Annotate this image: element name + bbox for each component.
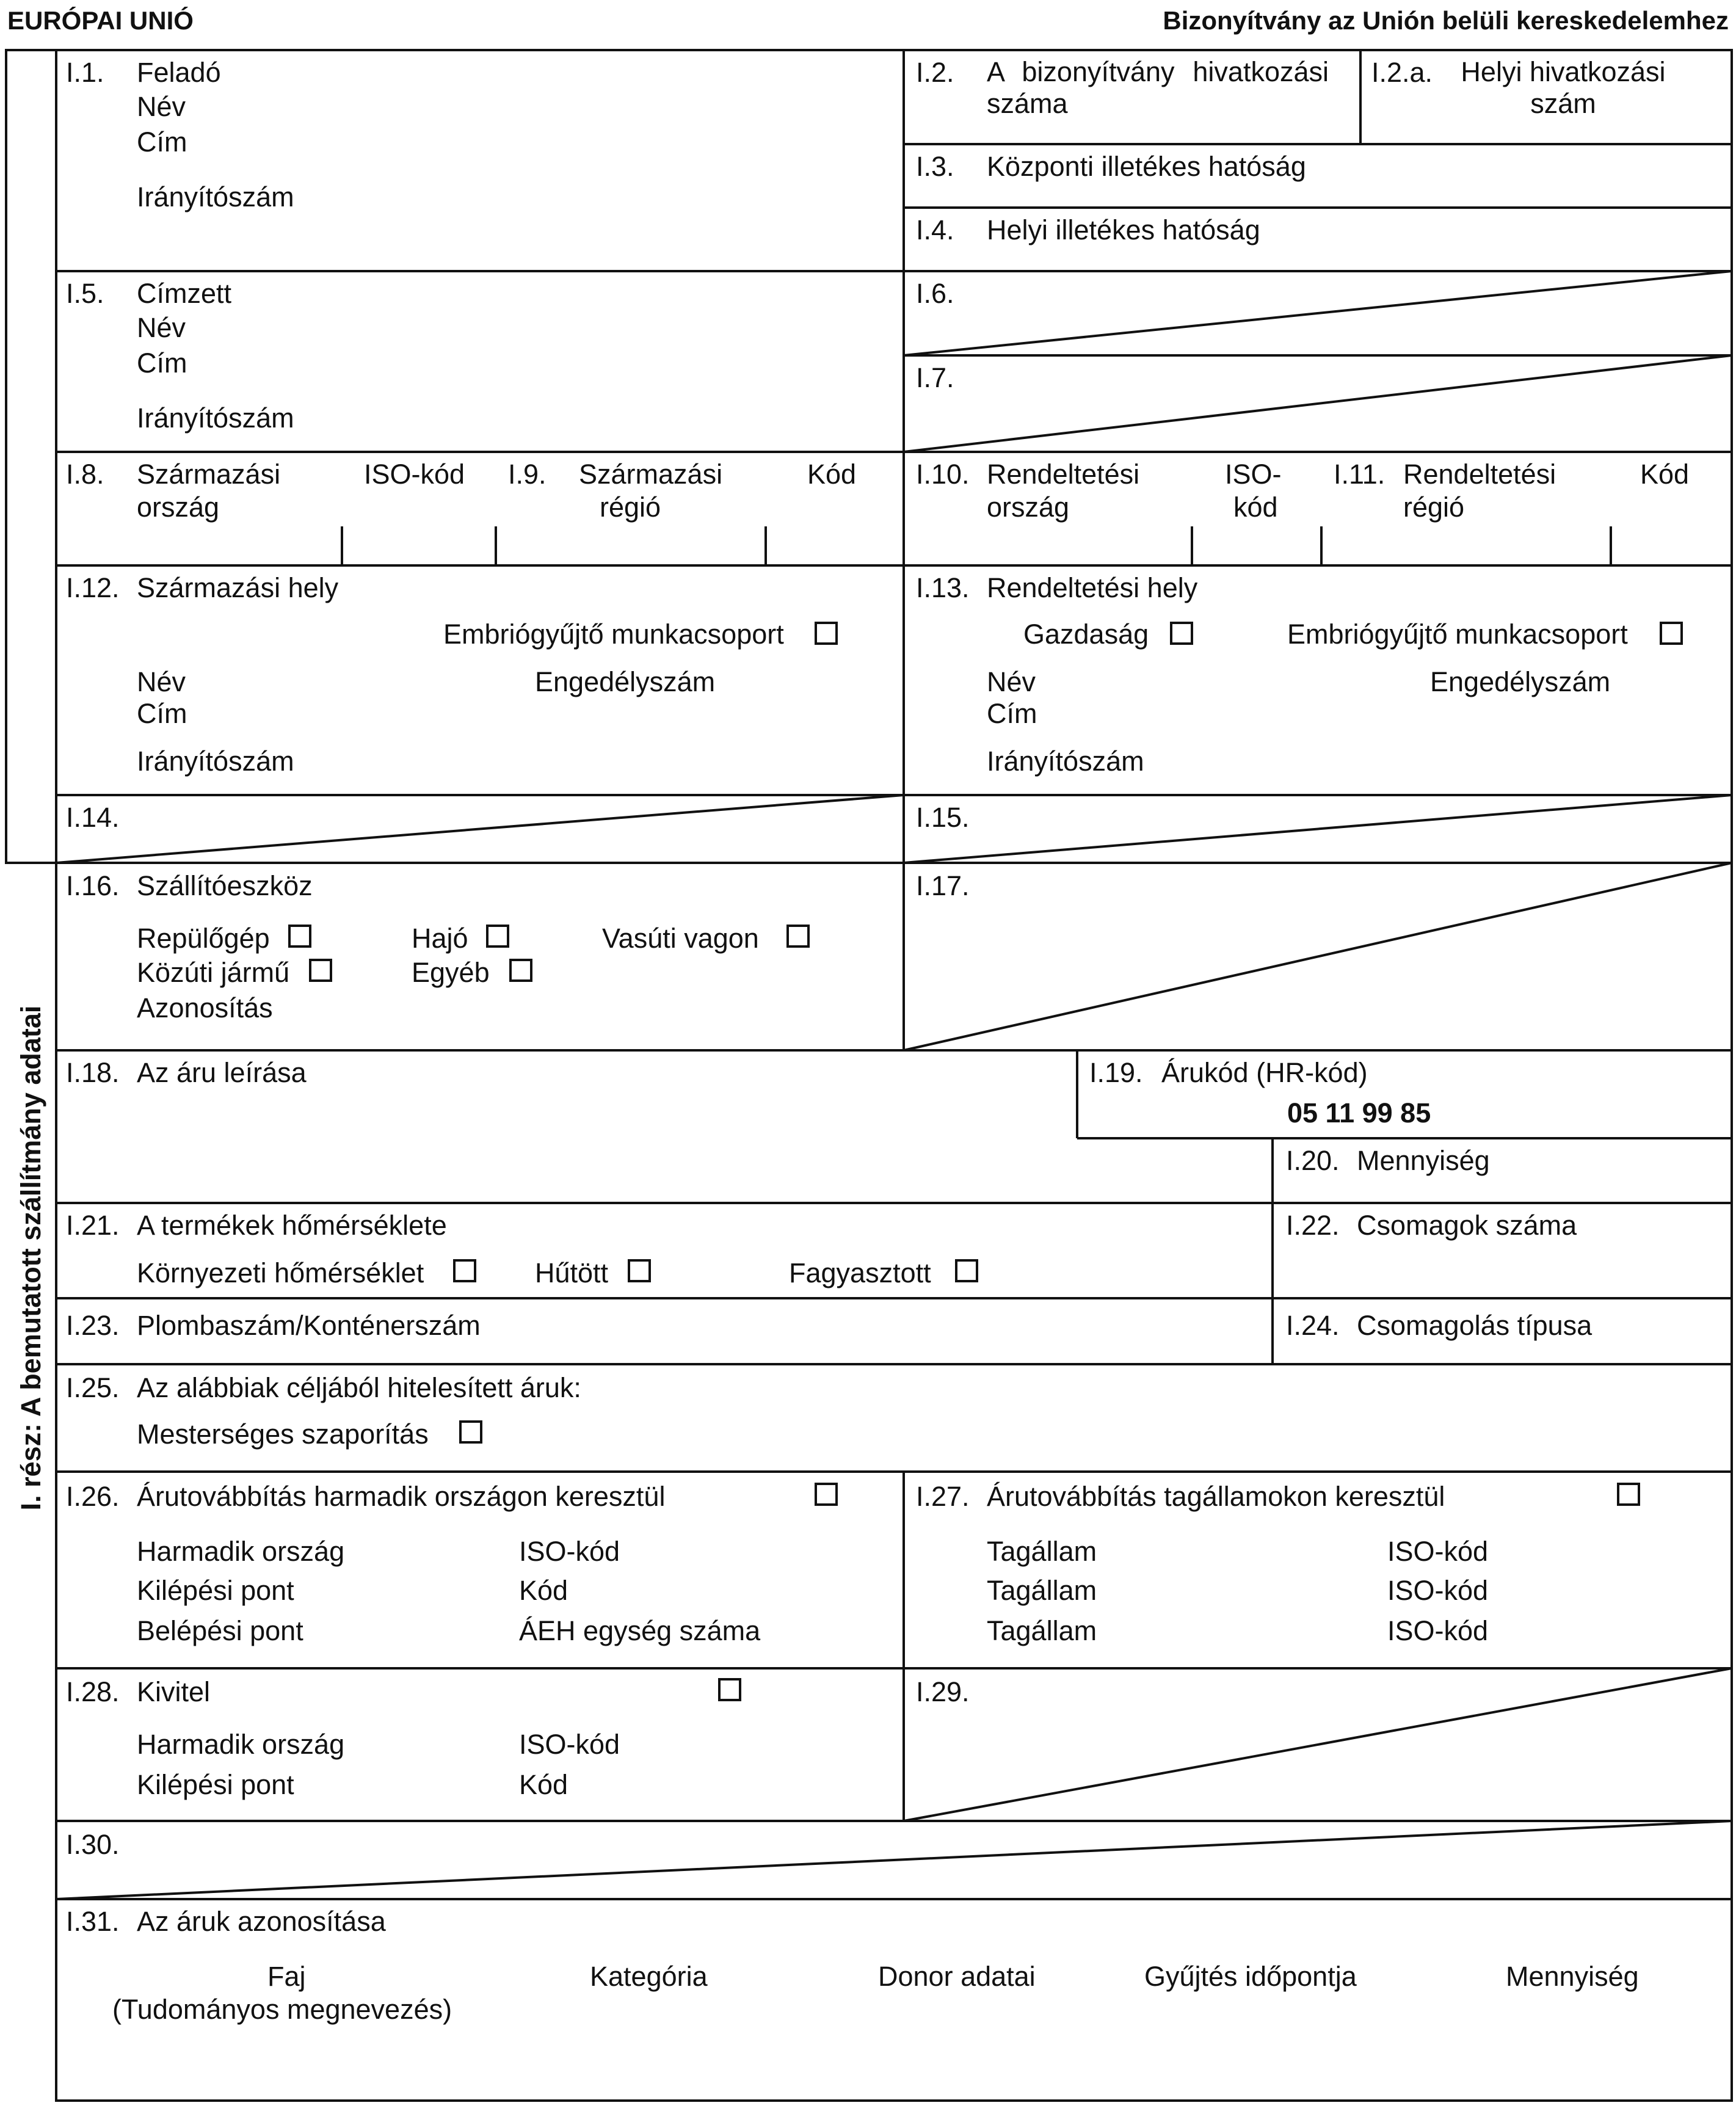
- column-donor-details: Donor adatai: [878, 1961, 1036, 1992]
- origin-embryo-team-checkbox[interactable]: [815, 622, 838, 645]
- destination-country-iso-label-2[interactable]: kód: [1233, 492, 1278, 523]
- ship-checkbox[interactable]: [486, 925, 509, 948]
- field-number-20: I.20.: [1286, 1145, 1340, 1176]
- aeroplane-checkbox[interactable]: [288, 925, 311, 948]
- ambient-checkbox[interactable]: [453, 1259, 476, 1282]
- ship-label: Hajó: [412, 923, 468, 954]
- package-type-label[interactable]: Csomagolás típusa: [1357, 1310, 1593, 1341]
- transit-third-country[interactable]: Harmadik ország: [137, 1536, 345, 1567]
- member-state-transit-label: Árutovábbítás tagállamokon keresztül: [987, 1481, 1445, 1512]
- field-number-29: I.29.: [916, 1676, 970, 1707]
- field-number-9: I.9.: [508, 459, 547, 490]
- field-number-24: I.24.: [1286, 1310, 1340, 1341]
- field-number-2a: I.2.a.: [1371, 57, 1433, 88]
- transit-member-state-1[interactable]: Tagállam: [987, 1536, 1097, 1567]
- destination-country-label-1[interactable]: Rendeltetési: [987, 459, 1140, 490]
- transit-bip-number[interactable]: ÁEH egység száma: [519, 1615, 761, 1646]
- packages-count-label[interactable]: Csomagok száma: [1357, 1210, 1577, 1241]
- transit-member-state-iso-1[interactable]: ISO-kód: [1387, 1536, 1489, 1567]
- consignee-address[interactable]: Cím: [137, 347, 187, 379]
- header-left: EURÓPAI UNIÓ: [7, 6, 194, 35]
- export-third-country[interactable]: Harmadik ország: [137, 1729, 345, 1760]
- export-checkbox[interactable]: [718, 1678, 741, 1701]
- origin-place-name[interactable]: Név: [137, 666, 186, 697]
- artificial-reproduction-label: Mesterséges szaporítás: [137, 1419, 429, 1450]
- origin-place-postcode[interactable]: Irányítószám: [137, 746, 294, 777]
- aeroplane-label: Repülőgép: [137, 923, 270, 954]
- side-label: I. rész: A bemutatott szállítmány adatai: [15, 1005, 46, 1511]
- field-number-5: I.5.: [66, 278, 104, 309]
- field-number-4: I.4.: [916, 214, 954, 245]
- frozen-checkbox[interactable]: [955, 1259, 978, 1282]
- transit-member-state-2[interactable]: Tagállam: [987, 1575, 1097, 1606]
- export-third-country-iso[interactable]: ISO-kód: [519, 1729, 620, 1760]
- farm-checkbox[interactable]: [1170, 622, 1193, 645]
- consignee-postcode[interactable]: Irányítószám: [137, 402, 294, 434]
- destination-place-postcode[interactable]: Irányítószám: [987, 746, 1144, 777]
- transit-exit-code[interactable]: Kód: [519, 1575, 568, 1606]
- field-number-16: I.16.: [66, 870, 120, 901]
- transit-third-country-iso[interactable]: ISO-kód: [519, 1536, 620, 1567]
- chilled-label: Hűtött: [535, 1257, 609, 1288]
- transport-label: Szállítóeszköz: [137, 870, 313, 901]
- field-number-10: I.10.: [916, 459, 970, 490]
- origin-embryo-team-label: Embriógyűjtő munkacsoport: [443, 619, 784, 650]
- other-transport-checkbox[interactable]: [509, 959, 532, 982]
- field-number-21: I.21.: [66, 1210, 120, 1241]
- column-species: Faj: [267, 1961, 306, 1992]
- destination-region-label-2[interactable]: régió: [1403, 492, 1465, 523]
- sender-label: Feladó: [137, 57, 221, 88]
- transport-identification[interactable]: Azonosítás: [137, 992, 273, 1023]
- origin-country-label-2[interactable]: ország: [137, 492, 220, 523]
- third-country-transit-checkbox[interactable]: [815, 1483, 838, 1506]
- column-species-scientific-name: (Tudományos megnevezés): [112, 1994, 452, 2025]
- field-number-3: I.3.: [916, 151, 954, 182]
- export-exit-point[interactable]: Kilépési pont: [137, 1769, 294, 1800]
- field-number-30: I.30.: [66, 1829, 120, 1860]
- column-quantity: Mennyiség: [1506, 1961, 1639, 1992]
- field-number-2: I.2.: [916, 57, 954, 88]
- other-transport-label: Egyéb: [412, 957, 490, 988]
- field-number-18: I.18.: [66, 1057, 120, 1088]
- column-category: Kategória: [590, 1961, 708, 1992]
- third-country-transit-label: Árutovábbítás harmadik országon keresztül: [137, 1481, 666, 1512]
- consignee-label: Címzett: [137, 278, 232, 309]
- field-number-1: I.1.: [66, 57, 104, 88]
- goods-identification-label: Az áruk azonosítása: [137, 1906, 386, 1937]
- destination-country-iso-label-1[interactable]: ISO-: [1225, 459, 1282, 490]
- commodity-code-value: 05 11 99 85: [1287, 1097, 1431, 1128]
- origin-region-code-label[interactable]: Kód: [807, 459, 857, 490]
- chilled-checkbox[interactable]: [628, 1259, 651, 1282]
- field-number-8: I.8.: [66, 459, 104, 490]
- destination-place-label: Rendeltetési hely: [987, 572, 1198, 603]
- transit-member-state-iso-2[interactable]: ISO-kód: [1387, 1575, 1489, 1606]
- field-number-11: I.11.: [1334, 459, 1386, 490]
- field-number-13: I.13.: [916, 572, 970, 603]
- export-label: Kivitel: [137, 1676, 211, 1707]
- commodity-code-label: Árukód (HR-kód): [1161, 1057, 1368, 1088]
- field-number-25: I.25.: [66, 1372, 120, 1403]
- transit-member-state-3[interactable]: Tagállam: [987, 1615, 1097, 1646]
- certificate-reference-label[interactable]: A bizonyítvány hivatkozási száma: [987, 56, 1329, 119]
- local-authority-label[interactable]: Helyi illetékes hatóság: [987, 214, 1260, 245]
- farm-label: Gazdaság: [1023, 619, 1149, 650]
- destination-place-name[interactable]: Név: [987, 666, 1036, 697]
- railway-wagon-label: Vasúti vagon: [602, 923, 759, 954]
- field-number-12: I.12.: [66, 572, 120, 603]
- field-number-15: I.15.: [916, 802, 970, 833]
- sender-postcode[interactable]: Irányítószám: [137, 181, 294, 213]
- field-number-14: I.14.: [66, 802, 120, 833]
- sender-address[interactable]: Cím: [137, 126, 187, 158]
- field-number-6: I.6.: [916, 278, 954, 309]
- destination-region-code-label[interactable]: Kód: [1640, 459, 1690, 490]
- transit-exit-point[interactable]: Kilépési pont: [137, 1575, 294, 1606]
- seal-container-label[interactable]: Plombaszám/Konténerszám: [137, 1310, 481, 1341]
- temperature-label: A termékek hőmérséklete: [137, 1210, 447, 1241]
- export-exit-code[interactable]: Kód: [519, 1769, 568, 1800]
- consignee-name[interactable]: Név: [137, 312, 186, 343]
- goods-description-label[interactable]: Az áru leírása: [137, 1057, 307, 1088]
- origin-approval-number[interactable]: Engedélyszám: [535, 666, 716, 697]
- destination-place-address[interactable]: Cím: [987, 698, 1037, 729]
- origin-region-label-2[interactable]: régió: [600, 492, 661, 523]
- road-vehicle-checkbox[interactable]: [309, 959, 332, 982]
- quantity-label[interactable]: Mennyiség: [1357, 1145, 1490, 1176]
- central-authority-label[interactable]: Központi illetékes hatóság: [987, 151, 1306, 182]
- transit-member-state-iso-3[interactable]: ISO-kód: [1387, 1615, 1489, 1646]
- certified-for-label: Az alábbiak céljából hitelesített áruk:: [137, 1372, 581, 1403]
- header-right: Bizonyítvány az Unión belüli kereskedelemhez: [1163, 6, 1729, 35]
- destination-embryo-team-label: Embriógyűjtő munkacsoport: [1287, 619, 1628, 650]
- artificial-reproduction-checkbox[interactable]: [459, 1420, 482, 1444]
- destination-approval-number[interactable]: Engedélyszám: [1430, 666, 1611, 697]
- field-number-26: I.26.: [66, 1481, 120, 1512]
- field-number-17: I.17.: [916, 870, 970, 901]
- destination-embryo-team-checkbox[interactable]: [1660, 622, 1683, 645]
- origin-country-iso-label[interactable]: ISO-kód: [364, 459, 465, 490]
- ambient-label: Környezeti hőmérséklet: [137, 1257, 424, 1288]
- field-number-7: I.7.: [916, 362, 954, 393]
- origin-place-address[interactable]: Cím: [137, 698, 187, 729]
- field-number-27: I.27.: [916, 1481, 970, 1512]
- origin-country-label-1[interactable]: Származási: [137, 459, 281, 490]
- field-number-22: I.22.: [1286, 1210, 1340, 1241]
- sender-name[interactable]: Név: [137, 91, 186, 122]
- railway-wagon-checkbox[interactable]: [786, 925, 810, 948]
- column-collection-date: Gyűjtés időpontja: [1144, 1961, 1357, 1992]
- destination-region-label-1[interactable]: Rendeltetési: [1403, 459, 1556, 490]
- frozen-label: Fagyasztott: [789, 1257, 931, 1288]
- destination-country-label-2[interactable]: ország: [987, 492, 1070, 523]
- road-vehicle-label: Közúti jármű: [137, 957, 290, 988]
- field-number-28: I.28.: [66, 1676, 120, 1707]
- field-number-31: I.31.: [66, 1906, 120, 1937]
- transit-entry-point[interactable]: Belépési pont: [137, 1615, 303, 1646]
- field-number-23: I.23.: [66, 1310, 120, 1341]
- origin-place-label: Származási hely: [137, 572, 339, 603]
- local-reference-label[interactable]: Helyi hivatkozási szám: [1461, 56, 1666, 119]
- member-state-transit-checkbox[interactable]: [1617, 1483, 1640, 1506]
- origin-region-label-1[interactable]: Származási: [579, 459, 723, 490]
- field-number-19: I.19.: [1089, 1057, 1143, 1088]
